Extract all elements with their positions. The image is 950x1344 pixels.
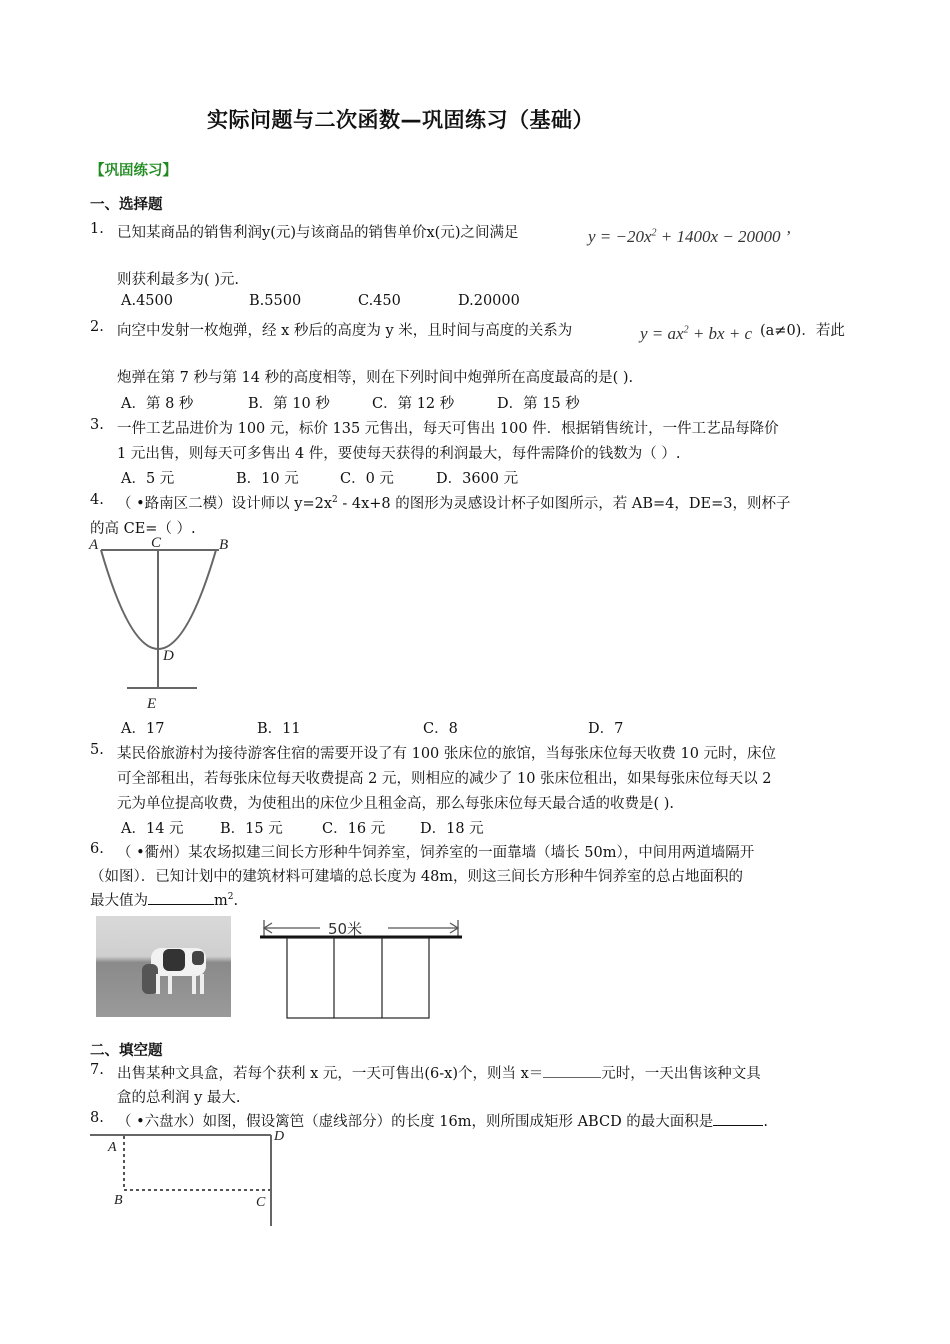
svg-text:A: A bbox=[89, 537, 99, 553]
fence-diagram bbox=[88, 1128, 298, 1228]
option-d: D．7 bbox=[588, 721, 624, 737]
question-text: 一件工艺品进价为 100 元，标价 135 元售出，每天可售出 100 件．根据销售统计，一件工艺品每降价 bbox=[117, 421, 779, 437]
svg-text:A: A bbox=[108, 1140, 117, 1155]
page-title: 实际问题与二次函数—巩固练习（基础） bbox=[207, 108, 594, 132]
option-b: B．11 bbox=[257, 721, 301, 737]
question-number: 1. bbox=[90, 221, 104, 237]
practice-tag: 【巩固练习】 bbox=[90, 163, 177, 179]
cow-photo bbox=[96, 916, 231, 1017]
option-a: A.4500 bbox=[121, 293, 173, 309]
section-multiple-choice: 一、选择题 bbox=[90, 197, 163, 213]
question-number: 3. bbox=[90, 417, 104, 433]
question-number: 7. bbox=[90, 1062, 104, 1078]
question-text: (a≠0)．若此 bbox=[760, 323, 845, 339]
svg-text:D: D bbox=[163, 648, 174, 664]
question-text: 炮弹在第 7 秒与第 14 秒的高度相等，则在下列时间中炮弹所在高度最高的是( ). bbox=[117, 370, 634, 386]
option-c: C．16 元 bbox=[322, 821, 386, 837]
svg-text:B: B bbox=[114, 1193, 123, 1208]
option-b: B.5500 bbox=[249, 293, 302, 309]
question-text: 则获利最多为( )元. bbox=[117, 272, 240, 288]
question-text: 最大值为 $m^2$. bbox=[90, 889, 238, 910]
option-c: C．第 12 秒 bbox=[372, 396, 455, 412]
question-text: （如图）．已知计划中的建筑材料可建墙的总长度为 48m，则这三间长方形种牛饲养室的总占地面积的 bbox=[90, 869, 744, 885]
option-d: D．18 元 bbox=[420, 821, 484, 837]
formula: $y = ax^2$ + bx + c bbox=[640, 324, 753, 343]
option-b: B．15 元 bbox=[220, 821, 283, 837]
option-d: D.20000 bbox=[458, 293, 520, 309]
option-b: B．第 10 秒 bbox=[248, 396, 330, 412]
svg-text:C: C bbox=[151, 535, 162, 551]
question-text: （ •路南区二模）设计师以 $y=2x^2 - 4x+8$ 的图形为灵感设计杯子如图所示，若 AB=4，DE=3，则杯子 bbox=[117, 495, 791, 512]
formula: $y = -20x^2 + 1400x - 20000$ ’ bbox=[588, 227, 791, 246]
option-b: B．10 元 bbox=[236, 471, 299, 487]
option-d: D．第 15 秒 bbox=[497, 396, 580, 412]
option-c: C．8 bbox=[423, 721, 458, 737]
barn-diagram bbox=[260, 912, 465, 1022]
question-text: （ •六盘水）如图，假设篱笆（虚线部分）的长度 16m，则所围成矩形 ABCD 的最大面积是 . bbox=[117, 1110, 768, 1131]
svg-text:50米: 50米 bbox=[328, 920, 363, 938]
section-fill-in: 二、填空题 bbox=[90, 1043, 163, 1059]
question-text: 出售某种文具盒，若每个获利 x 元，一天可售出(6-x)个，则当 x＝ 元时，一天出售该种文具 bbox=[117, 1062, 761, 1083]
option-a: A．14 元 bbox=[121, 821, 184, 837]
question-text: 元为单位提高收费，为使租出的床位少且租金高，那么每张床位每天最合适的收费是( ). bbox=[117, 796, 675, 812]
option-c: C．0 元 bbox=[340, 471, 394, 487]
question-number: 5. bbox=[90, 742, 104, 758]
option-a: A．第 8 秒 bbox=[121, 396, 194, 412]
question-number: 6. bbox=[90, 841, 104, 857]
question-text: 的高 CE=（ ）. bbox=[90, 521, 196, 537]
svg-text:C: C bbox=[256, 1195, 266, 1210]
question-text: 盒的总利润 y 最大. bbox=[117, 1090, 241, 1106]
option-c: C.450 bbox=[358, 293, 401, 309]
question-text: （ •衢州）某农场拟建三间长方形种牛饲养室，饲养室的一面靠墙（墙长 50m），中间用两道墙隔开 bbox=[117, 845, 755, 861]
option-d: D．3600 元 bbox=[436, 471, 519, 487]
question-text: 可全部租出，若每张床位每天收费提高 2 元，则相应的减少了 10 张床位租出，如果每张床位每天以 2 bbox=[117, 771, 772, 787]
question-text: 1 元出售，则每天可多售出 4 件，要使每天获得的利润最大，每件需降价的钱数为（ ）. bbox=[117, 446, 681, 462]
svg-text:B: B bbox=[219, 537, 229, 553]
question-text: 已知某商品的销售利润y(元)与该商品的销售单价x(元)之间满足 bbox=[117, 225, 519, 241]
cup-figure bbox=[85, 533, 245, 711]
question-number: 4. bbox=[90, 492, 104, 508]
svg-text:D: D bbox=[274, 1129, 285, 1144]
svg-text:E: E bbox=[147, 696, 157, 711]
option-a: A．17 bbox=[121, 721, 165, 737]
question-text: 某民俗旅游村为接待游客住宿的需要开设了有 100 张床位的旅馆，当每张床位每天收费 10 元时，床位 bbox=[117, 746, 777, 762]
question-number: 2. bbox=[90, 319, 104, 335]
option-a: A．5 元 bbox=[121, 471, 175, 487]
question-text: 向空中发射一枚炮弹，经 x 秒后的高度为 y 米，且时间与高度的关系为 bbox=[117, 323, 573, 339]
question-number: 8. bbox=[90, 1110, 104, 1126]
